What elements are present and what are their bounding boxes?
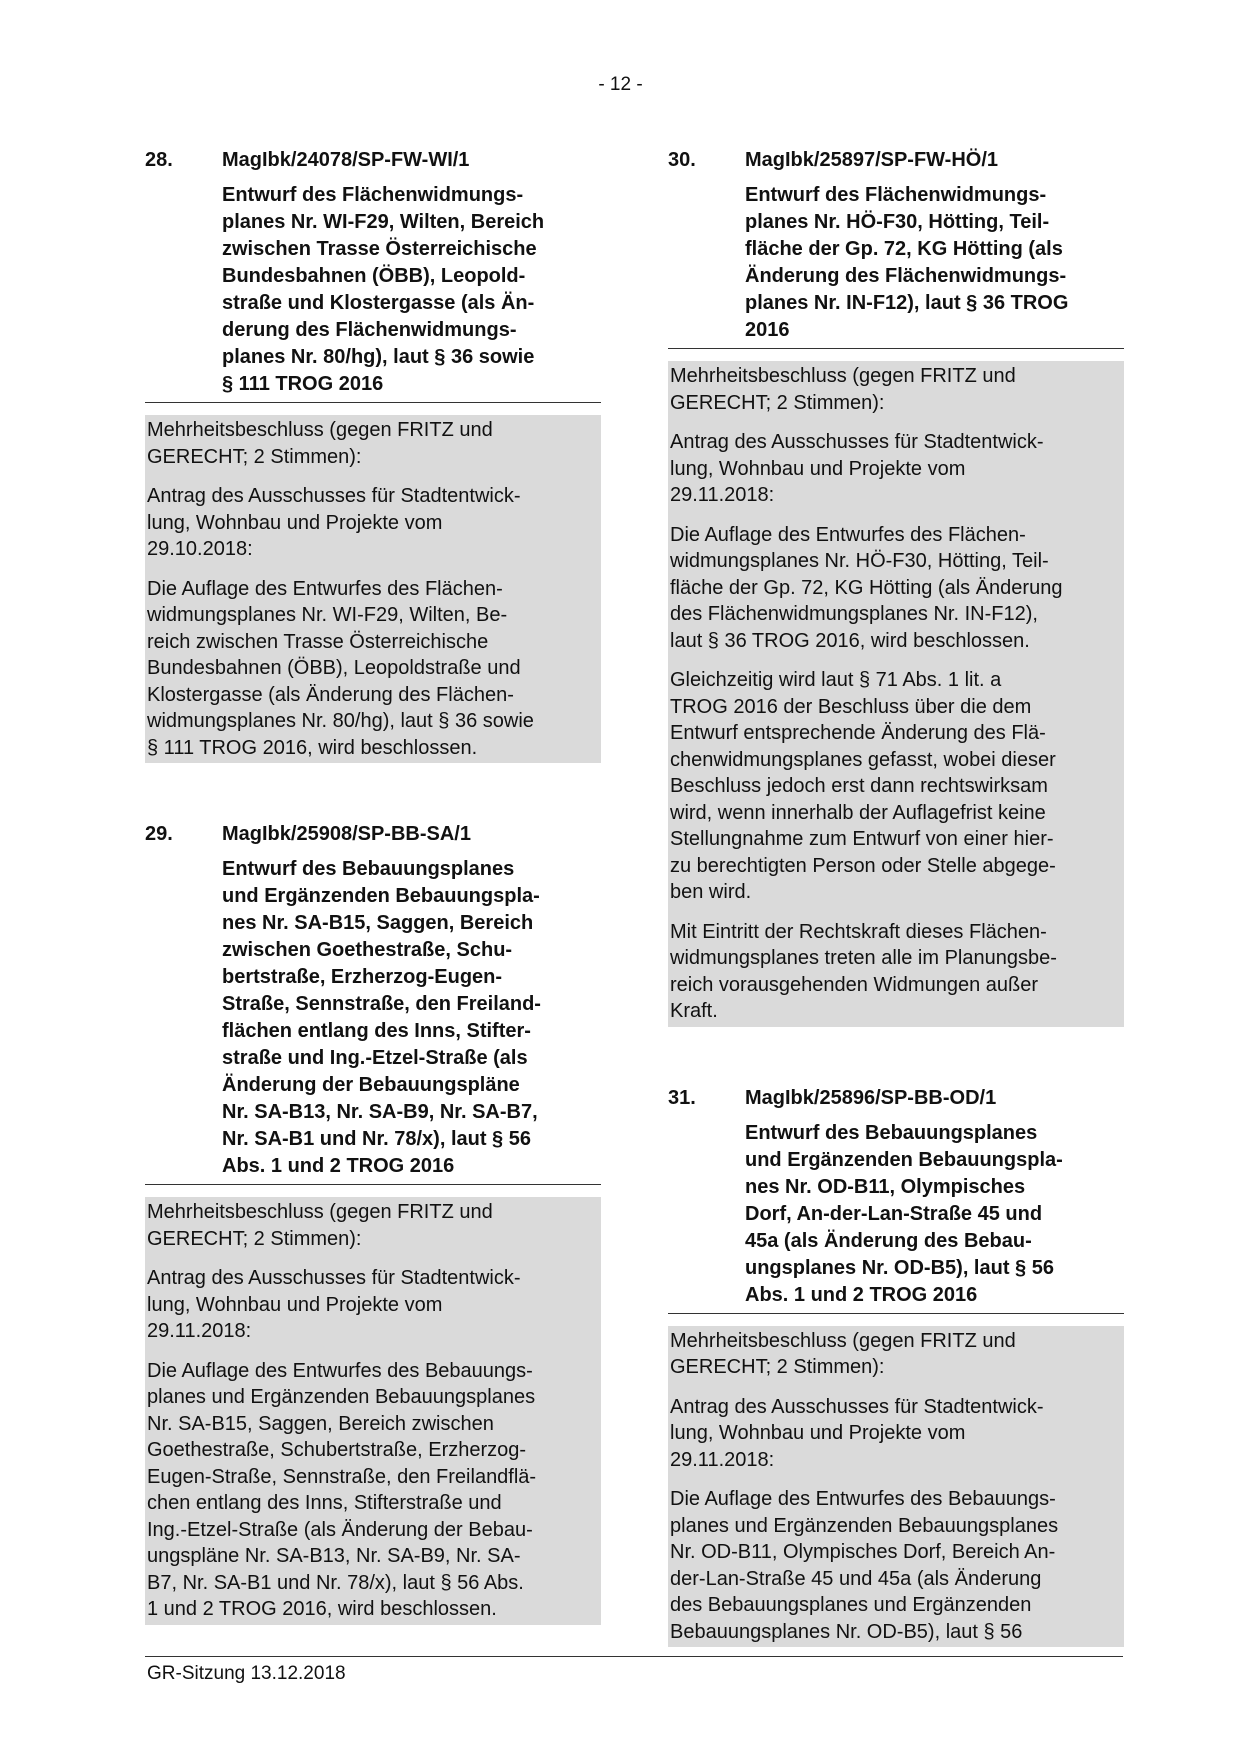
item-title: Entwurf des Flächenwidmungs- planes Nr. HÖ-F30, Hötting, Teil- fläche der Gp. 72, KG Hötting (als Änderung des Flächenwidmungs- planes Nr. IN-F12), laut § 36 TROG 2016 (745, 184, 1069, 341)
right-column (668, 147, 1124, 1705)
page-number: - 12 - (598, 74, 643, 95)
agenda-item-31 (668, 1085, 1124, 1648)
footer-session-date: GR-Sitzung 13.12.2018 (147, 1663, 346, 1684)
resolution-text: Die Auflage des Entwurfes des Flächen- widmungsplanes Nr. WI-F29, Wilten, Be- reich zwischen Trasse Österreichische Bundesbahnen (ÖBB), Leopoldstraße und Klostergasse (als Änderung des Flächen- widmungsplanes Nr. 80/hg), laut § 36 sowie § 111 TROG 2016, wird beschlossen. (147, 577, 534, 759)
resolution-box (145, 415, 601, 763)
resolution-text: Die Auflage des Entwurfes des Flächen- widmungsplanes Nr. HÖ-F30, Hötting, Teil- fläche der Gp. 72, KG Hötting (als Änderung des Flächenwidmungsplanes Nr. IN-F12), laut § 36 TROG 2016, wird beschlossen. (670, 523, 1063, 652)
item-title: Entwurf des Flächenwidmungs- planes Nr. WI-F29, Wilten, Bereich zwischen Trasse Österreichische Bundesbahnen (ÖBB), Leopold- straße und Klostergasse (als Än- derung des Flächenwidmungs- planes Nr. 80/hg), laut § 36 sowie § 111 TROG 2016 (222, 184, 545, 395)
motion-source: Antrag des Ausschusses für Stadtentwick- lung, Wohnbau und Projekte vom 29.11.2018: (670, 431, 1044, 506)
additional-resolution-text: Gleichzeitig wird laut § 71 Abs. 1 lit. a TROG 2016 der Beschluss über die dem Entwurf entsprechende Änderung des Flä- chenwidmungsplanes gefasst, wobei dieser Beschluss jedoch erst dann rechtswirksam wird, wenn innerhalb der Auflagefrist keine Stellungnahme zum Entwurf von einer hier- zu berechtigten Person oder Stelle abgege- ben wird. (670, 669, 1056, 903)
item-divider (145, 1184, 601, 1185)
left-column (145, 147, 601, 1683)
resolution-text: Die Auflage des Entwurfes des Bebauungs- planes und Ergänzenden Bebauungsplanes Nr. SA-B15, Saggen, Bereich zwischen Goethestraße, Schubertstraße, Erzherzog- Eugen-Straße, Sennstraße, den Freilandflä- chen entlang des Inns, Stifterstraße und Ing.-Etzel-Straße (als Änderung der Bebau- ungspläne Nr. SA-B13, Nr. SA-B9, Nr. SA- B7, Nr. SA-B1 und Nr. 78/x), laut § 56 Abs. 1 und 2 TROG 2016, wird beschlossen. (147, 1359, 537, 1620)
item-divider (668, 348, 1124, 349)
vote-result: Mehrheitsbeschluss (gegen FRITZ und GERECHT; 2 Stimmen): (670, 1329, 1016, 1378)
agenda-item-28 (145, 147, 601, 763)
footer-divider (145, 1656, 1123, 1657)
item-number: 28. (145, 149, 173, 171)
legal-effect-text: Mit Eintritt der Rechtskraft dieses Flächen- widmungsplanes treten alle im Planungsbe- reich vorausgehenden Widmungen außer Kraft. (670, 920, 1057, 1022)
vote-result: Mehrheitsbeschluss (gegen FRITZ und GERECHT; 2 Stimmen): (670, 365, 1016, 414)
item-divider (668, 1313, 1124, 1314)
motion-source: Antrag des Ausschusses für Stadtentwick- lung, Wohnbau und Projekte vom 29.11.2018: (670, 1395, 1044, 1471)
item-reference: MagIbk/25897/SP-FW-HÖ/1 (745, 149, 998, 171)
item-number: 30. (668, 149, 696, 171)
item-heading (145, 821, 601, 848)
resolution-box (145, 1197, 601, 1625)
vote-result: Mehrheitsbeschluss (gegen FRITZ und GERECHT; 2 Stimmen): (147, 419, 493, 468)
item-number: 29. (145, 823, 173, 845)
item-number: 31. (668, 1086, 696, 1109)
agenda-item-30 (668, 147, 1124, 1027)
vote-result: Mehrheitsbeschluss (gegen FRITZ und GERECHT; 2 Stimmen): (147, 1201, 493, 1250)
resolution-text: Die Auflage des Entwurfes des Bebauungs- planes und Ergänzenden Bebauungsplanes Nr. OD-B11, Olympisches Dorf, Bereich An- der-Lan-Straße 45 und 45a (als Änderung des Bebauungsplanes und Ergänzenden Bebauungsplanes Nr. OD-B5), laut § 56 (670, 1488, 1059, 1643)
item-heading (145, 147, 601, 174)
item-title: Entwurf des Bebauungsplanes und Ergänzenden Bebauungspla- nes Nr. SA-B15, Saggen, Bereich zwischen Goethestraße, Schu- bertstraße, Erzherzog-Eugen- Straße, Sennstraße, den Freiland- flächen entlang des Inns, Stifter- straße und Ing.-Etzel-Straße (als Änderung der Bebauungspläne Nr. SA-B13, Nr. SA-B9, Nr. SA-B7, Nr. SA-B1 und Nr. 78/x), laut § 56 Abs. 1 und 2 TROG 2016 (222, 858, 541, 1177)
motion-source: Antrag des Ausschusses für Stadtentwick- lung, Wohnbau und Projekte vom 29.11.2018: (147, 1267, 521, 1342)
resolution-box (668, 1326, 1124, 1648)
motion-source: Antrag des Ausschusses für Stadtentwick- lung, Wohnbau und Projekte vom 29.10.2018: (147, 485, 521, 560)
item-reference: MagIbk/25896/SP-BB-OD/1 (745, 1086, 997, 1109)
item-title: Entwurf des Bebauungsplanes und Ergänzenden Bebauungspla- nes Nr. OD-B11, Olympisches Dorf, An-der-Lan-Straße 45 und 45a (als Änderung des Bebau- ungsplanes Nr. OD-B5), laut § 56 Abs. 1 und 2 TROG 2016 (745, 1121, 1063, 1306)
item-heading (668, 147, 1124, 174)
item-reference: MagIbk/25908/SP-BB-SA/1 (222, 823, 471, 845)
item-heading (668, 1085, 1124, 1112)
item-divider (145, 402, 601, 403)
resolution-box (668, 361, 1124, 1027)
item-reference: MagIbk/24078/SP-FW-WI/1 (222, 149, 470, 171)
agenda-item-29 (145, 821, 601, 1625)
